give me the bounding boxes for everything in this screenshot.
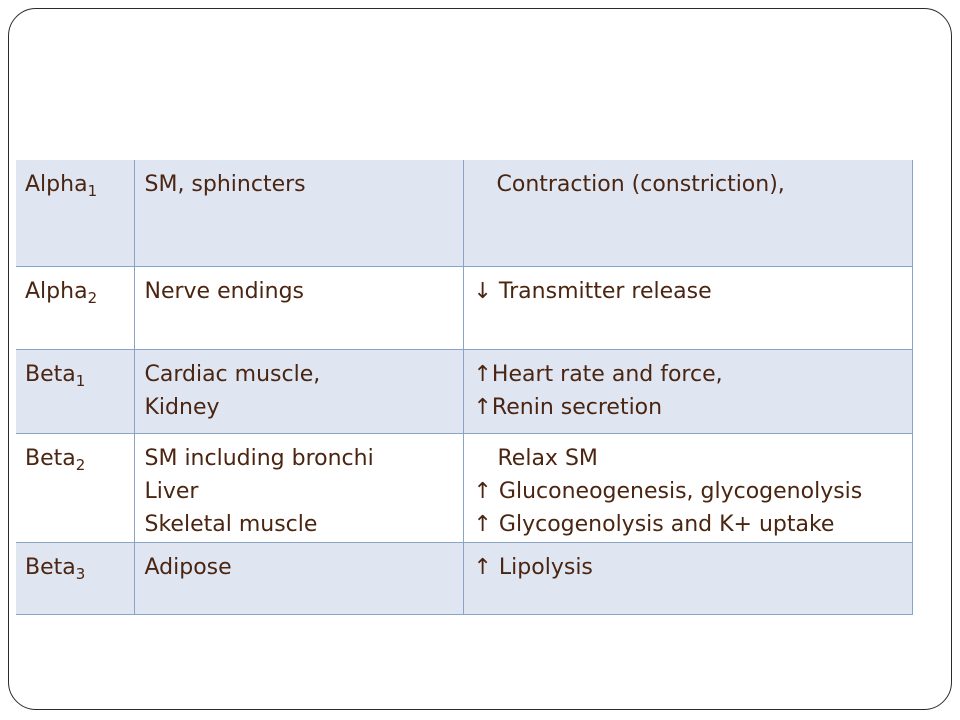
tissue-cell — [134, 542, 463, 614]
receptor-cell — [16, 542, 134, 614]
receptor-subscript: 3 — [75, 564, 86, 583]
table-row — [16, 160, 912, 266]
tissue-line: Liver — [144, 478, 199, 504]
receptor-cell — [16, 266, 134, 349]
tissue-cell — [134, 266, 463, 349]
receptor-subscript: 1 — [87, 182, 98, 200]
receptor-cell — [16, 433, 134, 542]
receptor-subscript: 1 — [75, 371, 86, 390]
effect-line: ↑ Lipolysis — [473, 554, 593, 580]
effect-line: Relax SM — [497, 445, 598, 471]
effect-line: ↓ Transmitter release — [473, 278, 712, 304]
tissue-line: SM, sphincters — [144, 172, 306, 197]
effect-cell — [463, 433, 912, 542]
tissue-line: Skeletal muscle — [144, 511, 318, 537]
effect-cell — [463, 349, 912, 433]
tissue-line: Adipose — [144, 554, 232, 580]
table-row — [16, 433, 912, 542]
effect-line: ↑Renin secretion — [473, 394, 663, 420]
tissue-line: SM including bronchi — [144, 445, 374, 471]
adrenergic-receptor-table — [16, 160, 913, 615]
effect-line: ↑ Glycogenolysis and K+ uptake — [473, 511, 835, 537]
receptor-subscript: 2 — [87, 288, 98, 307]
tissue-cell — [134, 433, 463, 542]
tissue-line: Cardiac muscle, — [144, 361, 321, 387]
table-row — [16, 266, 912, 349]
receptor-name: Beta — [25, 361, 76, 387]
effect-line: ↑ Gluconeogenesis, glycogenolysis — [473, 478, 863, 504]
tissue-line: Kidney — [144, 394, 220, 420]
receptor-cell — [16, 349, 134, 433]
tissue-line: Nerve endings — [144, 278, 305, 304]
tissue-cell — [134, 160, 463, 266]
receptor-name: Alpha — [25, 278, 88, 304]
receptor-name: Beta — [25, 554, 76, 580]
effect-cell — [463, 160, 912, 266]
table-row — [16, 349, 912, 433]
receptor-name: Alpha — [25, 172, 88, 197]
receptor-cell — [16, 160, 134, 266]
receptor-subscript: 2 — [75, 455, 86, 474]
receptor-name: Beta — [25, 445, 76, 471]
tissue-cell — [134, 349, 463, 433]
effect-cell — [463, 542, 912, 614]
effect-line: Contraction (constriction), — [496, 172, 785, 197]
effect-line: ↑Heart rate and force, — [473, 361, 723, 387]
table-row — [16, 542, 912, 614]
effect-cell — [463, 266, 912, 349]
